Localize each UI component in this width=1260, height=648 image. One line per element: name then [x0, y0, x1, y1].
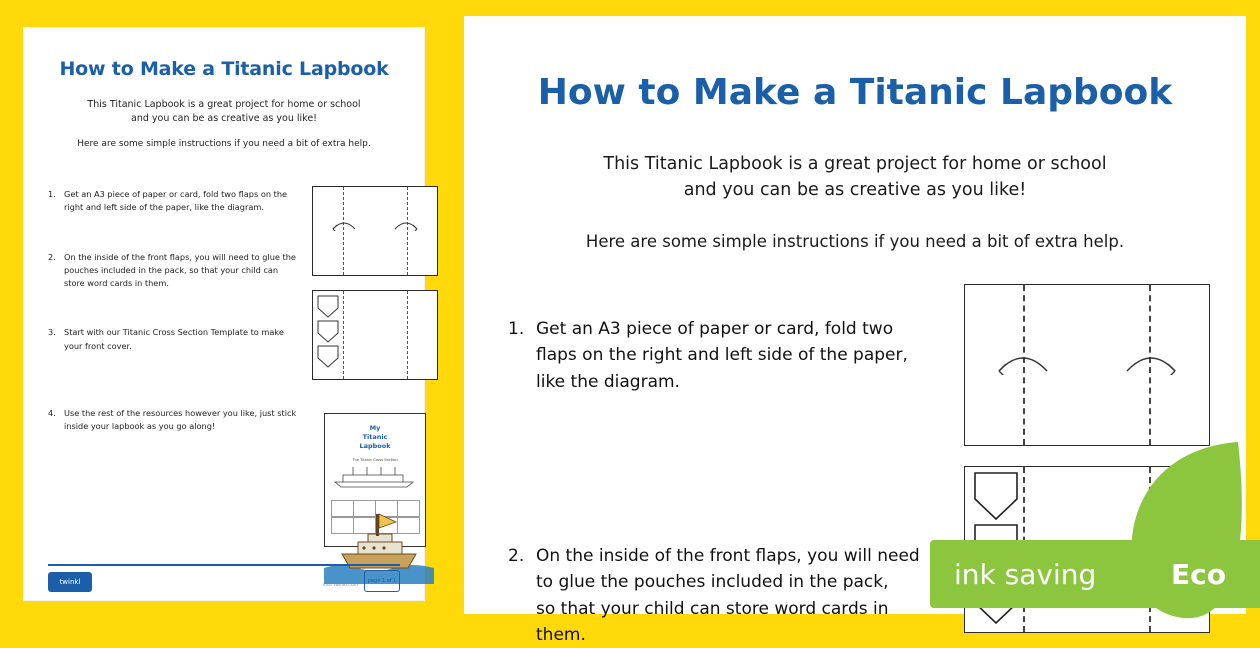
thumbnail-step-2-text: On the inside of the front flaps, you will need to glue the pouches included in the pack, so that your child can store word cards in them.	[64, 251, 296, 289]
main-step-1-line3: like the diagram.	[536, 371, 680, 392]
thumbnail-step-1-number: 1.	[48, 189, 56, 199]
thumbnail-step-3	[48, 326, 298, 353]
main-intro-line1: This Titanic Lapbook is a great project for home or school	[603, 154, 1107, 174]
thumbnail-step-4	[48, 407, 298, 434]
thumbnail-sheet[interactable]	[24, 28, 424, 600]
main-step-2-line2: to glue the pouches included in the pack,	[536, 572, 889, 593]
thumbnail-step-3-text: Start with our Titanic Cross Section Template to make your front cover.	[64, 327, 284, 351]
fold-line-right-icon	[407, 291, 408, 379]
eco-badge-word: Eco	[1171, 557, 1226, 591]
thumbnail-step-2	[48, 251, 298, 291]
cover-card-line3: Lapbook	[359, 441, 391, 450]
main-step-1-line1: Get an A3 piece of paper or card, fold two	[536, 319, 894, 339]
main-intro-line3: Here are some simple instructions if you need a bit of extra help.	[585, 231, 1125, 251]
main-intro-line2: and you can be as creative as you like!	[683, 180, 1027, 201]
thumbnail-credit: visit twinkl.com	[322, 583, 358, 588]
thumbnail-intro-line2: and you can be as creative as you like!	[131, 112, 317, 124]
thumbnail-footer-rule	[48, 564, 400, 566]
pouch-shapes-icon	[316, 295, 340, 373]
main-step-2-text	[536, 543, 928, 648]
cover-card-line2: Titanic	[362, 432, 388, 441]
fold-arrow-left-icon	[995, 347, 1051, 375]
main-step-2	[508, 543, 928, 648]
eco-badge	[930, 540, 1260, 608]
thumbnail-step-1	[48, 188, 298, 215]
thumbnail-step-4-text: Use the rest of the resources however you like, just stick inside your lapbook as you go along!	[64, 407, 297, 432]
thumbnail-diagram-pouches	[312, 290, 438, 380]
thumbnail-intro-line1: This Titanic Lapbook is a great project for home or school	[87, 99, 361, 110]
main-step-list	[508, 316, 928, 648]
titanic-cross-section-icon	[333, 464, 417, 490]
thumbnail-step-3-number: 3.	[48, 327, 56, 338]
thumbnail-title: How to Make a Titanic Lapbook	[59, 58, 389, 80]
thumbnail-diagram-fold	[312, 186, 438, 276]
main-title: How to Make a Titanic Lapbook	[537, 72, 1173, 113]
fold-arrow-left-icon	[331, 217, 357, 231]
fold-line-left-icon	[343, 187, 344, 275]
eco-badge-group	[900, 430, 1260, 630]
cover-card-line1: My	[369, 424, 381, 432]
thumbnail-step-4-number: 4.	[48, 407, 56, 418]
fold-line-left-icon	[343, 291, 344, 379]
twinkl-logo-text: twinkl	[59, 578, 81, 586]
fold-arrow-right-icon	[393, 217, 419, 231]
cover-card-caption: The Titanic Cross Section	[352, 458, 398, 463]
main-intro	[464, 151, 1246, 204]
thumbnail-step-list	[48, 188, 298, 470]
thumbnail-page-badge	[364, 570, 400, 592]
main-step-2-line3: so that your child can store word cards in them.	[536, 598, 889, 646]
main-step-1	[508, 316, 928, 395]
thumbnail-page-badge-text: page 1 of 1	[367, 578, 397, 584]
fold-line-right-icon	[407, 187, 408, 275]
eco-badge-label: ink saving	[954, 557, 1097, 591]
thumbnail-step-1-text: Get an A3 piece of paper or card, fold two flaps on the right and left side of the paper, like the diagram.	[64, 189, 288, 213]
main-step-1-text	[536, 316, 908, 395]
cover-card-title	[325, 424, 425, 450]
main-step-1-number: 1.	[508, 319, 525, 339]
main-step-1-line2: flaps on the right and left side of the paper,	[536, 345, 908, 366]
twinkl-logo[interactable]	[48, 572, 92, 592]
thumbnail-intro-line3: Here are some simple instructions if you need a bit of extra help.	[77, 138, 371, 149]
thumbnail-intro	[48, 98, 400, 126]
main-diagram-fold	[964, 284, 1210, 446]
fold-arrow-right-icon	[1123, 347, 1179, 375]
main-step-2-line1: On the inside of the front flaps, you will need	[536, 546, 920, 567]
main-step-2-number: 2.	[508, 546, 525, 567]
thumbnail-step-2-number: 2.	[48, 251, 56, 262]
